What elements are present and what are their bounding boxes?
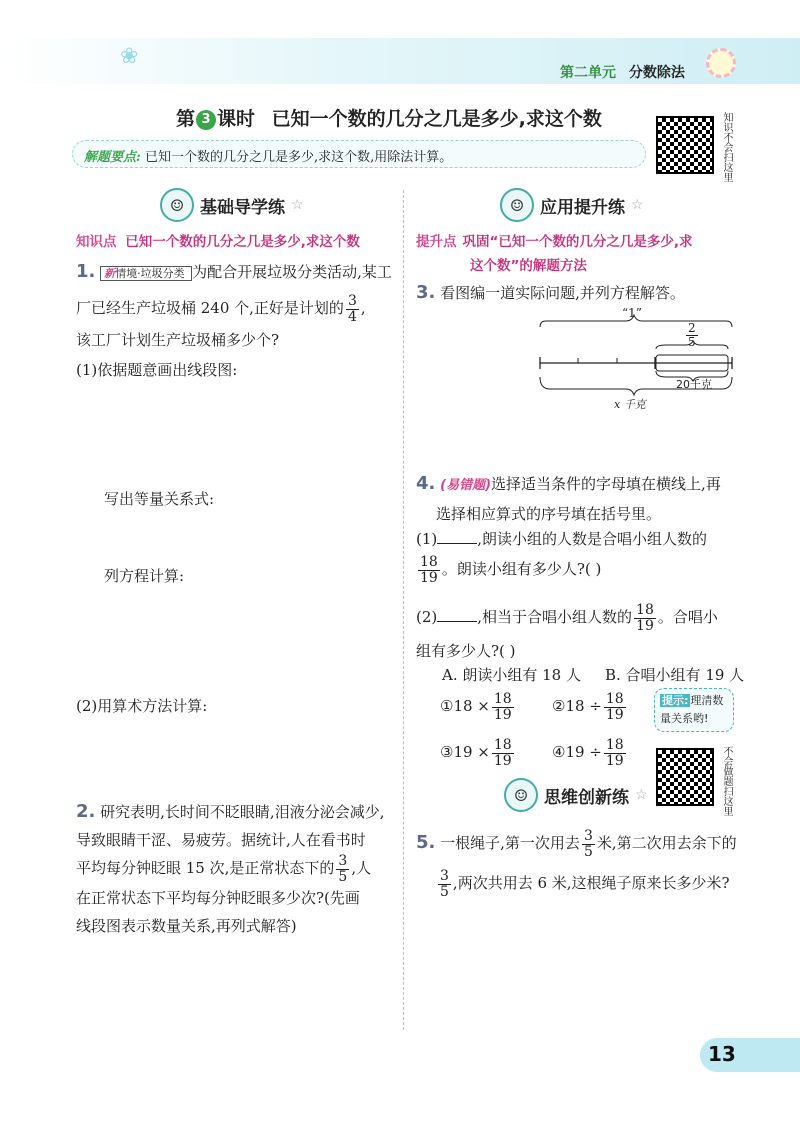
- mascot-icon: ☺: [160, 188, 194, 222]
- unit-label: 第二单元: [560, 65, 616, 81]
- star-icon: ☆: [291, 197, 304, 213]
- segment-diagram: [536, 305, 736, 410]
- knowledge-point: 知识点 已知一个数的几分之几是多少,求这个数: [76, 234, 360, 250]
- lesson-title-text: 已知一个数的几分之几是多少,求这个数: [271, 108, 602, 130]
- q4-expr-3: ③19 × $\frac{18}{19}$: [440, 737, 512, 769]
- q4-expr-4: ④19 ÷ $\frac{18}{19}$: [552, 737, 624, 769]
- question-5: 5. 一根绳子,第一次用去 $\frac{3}{5}$ 米,第二次用去余下的 $\frac{3}{5}$ ,两次共用去 6 米,这根绳子原来长多少米?: [416, 827, 737, 900]
- qr-code-icon: [656, 116, 714, 174]
- page-number: 13: [708, 1042, 736, 1066]
- q1-equation-label: 写出等量关系式:: [104, 490, 215, 508]
- diagram-kg-label: 20千克: [676, 378, 712, 391]
- section-apply-header: [500, 188, 644, 222]
- mascot-icon: ☺: [504, 778, 538, 812]
- chapter-label: 分数除法: [628, 65, 685, 81]
- fraction: $\frac{3}{4}$: [347, 293, 357, 325]
- fraction: $\frac{18}{19}$: [420, 553, 438, 586]
- q4-expr-1: ①18 × $\frac{18}{19}$: [440, 691, 512, 723]
- qr-code-icon: [656, 748, 714, 806]
- section-basic-header: [160, 188, 304, 222]
- q1-calc-label: 列方程计算:: [104, 567, 185, 585]
- star-icon: ☆: [631, 197, 644, 213]
- flower-icon: [706, 48, 736, 78]
- lesson-number-badge: 3: [196, 110, 216, 130]
- q4-options: A. 朗读小组有 18 人 B. 合唱小组有 19 人: [442, 666, 745, 684]
- diagram-fraction: $\frac{2}{5}$: [688, 321, 696, 349]
- fraction: $\frac{3}{5}$: [338, 853, 348, 885]
- q1-sub1-label: (1)依据题意画出线段图:: [76, 361, 238, 380]
- answer-blank[interactable]: [437, 608, 477, 622]
- section-creative-header: [504, 778, 648, 812]
- lesson-title: 第 3 课时 已知一个数的几分之几是多少,求这个数: [176, 108, 602, 130]
- section-creative-title: 思维创新练: [544, 787, 629, 808]
- hint-bubble: 提示: 理清数 量关系哟!: [654, 688, 734, 732]
- fraction: $\frac{18}{19}$: [636, 601, 654, 634]
- error-prone-tag: (易错题): [440, 478, 492, 493]
- mascot-icon: ☺: [500, 188, 534, 222]
- section-apply-title: 应用提升练: [540, 197, 625, 218]
- column-divider: [403, 190, 404, 1030]
- section-basic-title: 基础导学练: [200, 197, 285, 218]
- improve-point: 提升点 巩固“已知一个数的几分之几是多少,求 这个数”的解题方法: [416, 234, 693, 274]
- diagram-x-label: x 千克: [614, 398, 646, 411]
- q4-part2: (2) ,相当于合唱小组人数的 $\frac{18}{19}$ 。合唱小 组有多少人?( ): [416, 601, 718, 660]
- diagram-one-label: “1”: [622, 306, 642, 320]
- star-icon: ☆: [635, 787, 648, 803]
- key-points-text: 解题要点: 已知一个数的几分之几是多少,求这个数,用除法计算。: [84, 150, 453, 165]
- q1-sub2-label: (2)用算术方法计算:: [76, 697, 208, 715]
- question-4: 4. (易错题)选择适当条件的字母填在横线上,再 选择相应算式的序号填在括号里。: [416, 473, 721, 523]
- header-unit: [560, 62, 685, 82]
- question-1: 1. 新情境·垃圾分类 为配合开展垃圾分类活动,某工 厂已经生产垃圾桶 240 个,正好是计划的 $\frac{3}{4}$ , 该工厂计划生产垃圾桶多少个? (1)依据题意画出线段图:: [76, 258, 396, 384]
- q4-part1: (1) ,朗读小组的人数是合唱小组人数的 $\frac{18}{19}$ 。朗读小组有多少人?( ): [416, 530, 708, 586]
- q4-expr-2: ②18 ÷ $\frac{18}{19}$: [552, 691, 624, 723]
- context-tag: 新情境·垃圾分类: [100, 266, 192, 281]
- qr-caption: 知识不会扫这里: [721, 112, 732, 182]
- question-2: 2. 研究表明,长时间不眨眼睛,泪液分泌会减少, 导致眼睛干涩、易疲劳。据统计,人在看书时 平均每分钟眨眼 15 次,是正常状态下的 $\frac{3}{5}$ ,人 在正常状态下平均每分钟眨眼多少次?(先画 线段图表示数量关系,再列式解答): [76, 801, 385, 936]
- question-3: 3. 看图编一道实际问题,并列方程解答。: [416, 282, 685, 303]
- butterfly-icon: ❀: [120, 44, 139, 69]
- qr-caption: 不会做题扫这里: [721, 746, 732, 816]
- answer-blank[interactable]: [437, 530, 477, 544]
